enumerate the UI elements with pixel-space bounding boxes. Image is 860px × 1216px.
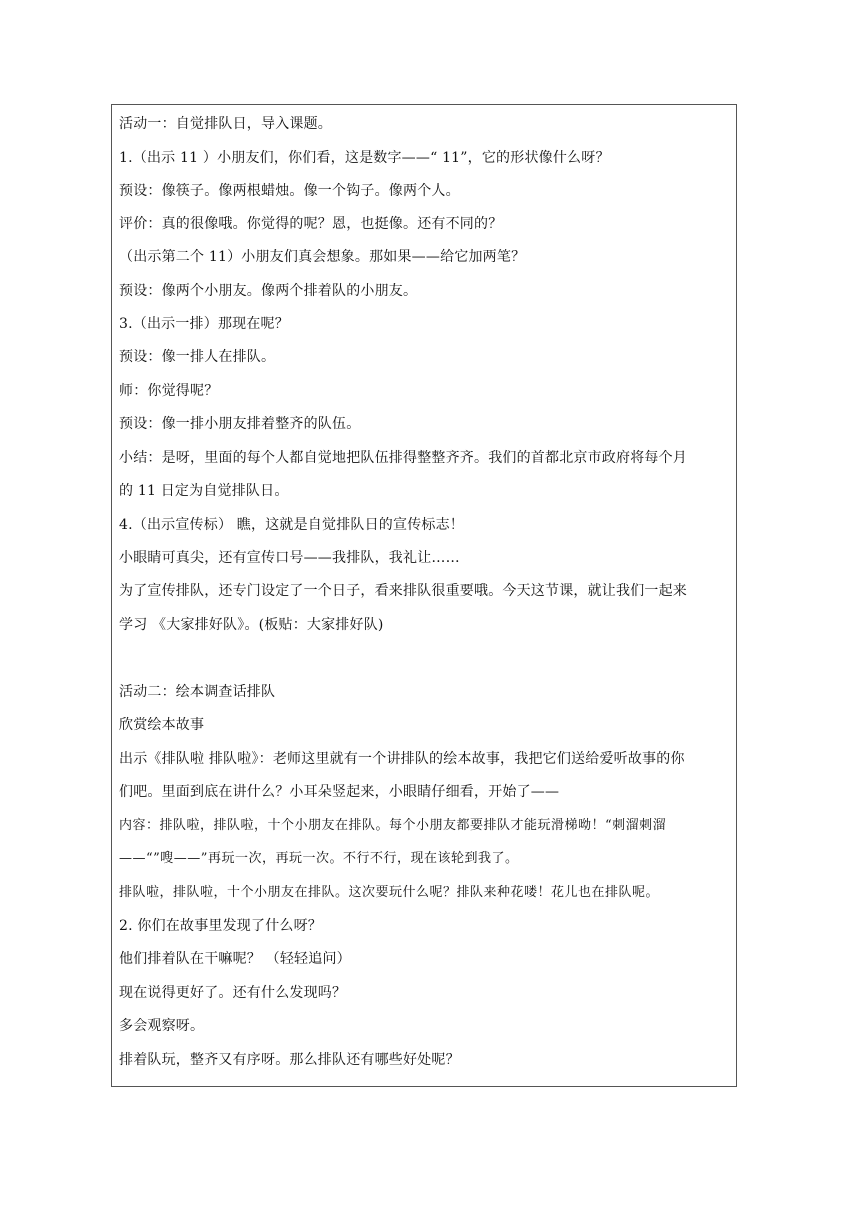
text-line: 小结：是呀，里面的每个人都自觉地把队伍排得整整齐齐。我们的首都北京市政府将每个月 [119,450,687,466]
text-line: 多会观察呀。 [119,1018,205,1034]
text-line: 预设：像两个小朋友。像两个排着队的小朋友。 [119,283,418,299]
text-line: （出示第二个 11）小朋友们真会想象。那如果——给它加两笔？ [119,249,526,265]
text-line: 学习 《大家排好队》。(板贴：大家排好队) [119,617,384,633]
story-content-line: 排队啦，排队啦，十个小朋友在排队。这次要玩什么呢？排队来种花喽！花儿也在排队呢。 [119,885,660,900]
activity-one-heading: 活动一：自觉排队日，导入课题。 [119,116,332,132]
activity-two-heading: 活动二：绘本调查话排队 [119,684,276,700]
text-line: 预设：像筷子。像两根蜡烛。像一个钩子。像两个人。 [119,183,460,199]
text-line: 4.（出示宣传标） 瞧，这就是自觉排队日的宣传标志！ [119,517,465,533]
text-line: 欣赏绘本故事 [119,717,205,733]
text-line: 2. 你们在故事里发现了什么呀？ [119,918,323,934]
story-content-line: 内容：排队啦，排队啦，十个小朋友在排队。每个小朋友都要排队才能玩滑梯呦！“刺溜刺溜 [119,818,667,833]
text-line: 现在说得更好了。还有什么发现吗？ [119,985,347,1001]
text-line: 小眼睛可真尖，还有宣传口号——我排队，我礼让…… [119,550,460,566]
text-line: 排着队玩，整齐又有序呀。那么排队还有哪些好处呢？ [119,1052,460,1068]
text-line: 3.（出示一排）那现在呢？ [119,316,289,332]
text-line: 1.（出示 11 ）小朋友们，你们看，这是数字——“ 11”，它的形状像什么呀？ [119,150,610,166]
text-line: 师：你觉得呢？ [119,383,219,399]
text-line: 预设：像一排小朋友排着整齐的队伍。 [119,416,361,432]
text-line: 们吧。里面到底在讲什么？小耳朵竖起来，小眼睛仔细看，开始了—— [119,784,560,800]
text-line: 评价：真的很像哦。你觉得的呢？恩，也挺像。还有不同的？ [119,216,503,232]
text-line: 的 11 日定为自觉排队日。 [119,483,289,499]
text-line: 他们排着队在干嘛呢？ （轻轻追问） [119,951,351,967]
text-line: 出示《排队啦 排队啦》：老师这里就有一个讲排队的绘本故事，我把它们送给爱听故事的你 [119,751,685,767]
story-content-line: ——“”嗖——”再玩一次，再玩一次。不行不行，现在该轮到我了。 [119,851,519,866]
text-line: 为了宣传排队，还专门设定了一个日子，看来排队很重要哦。今天这节课，就让我们一起来 [119,583,687,599]
text-line: 预设：像一排人在排队。 [119,349,276,365]
